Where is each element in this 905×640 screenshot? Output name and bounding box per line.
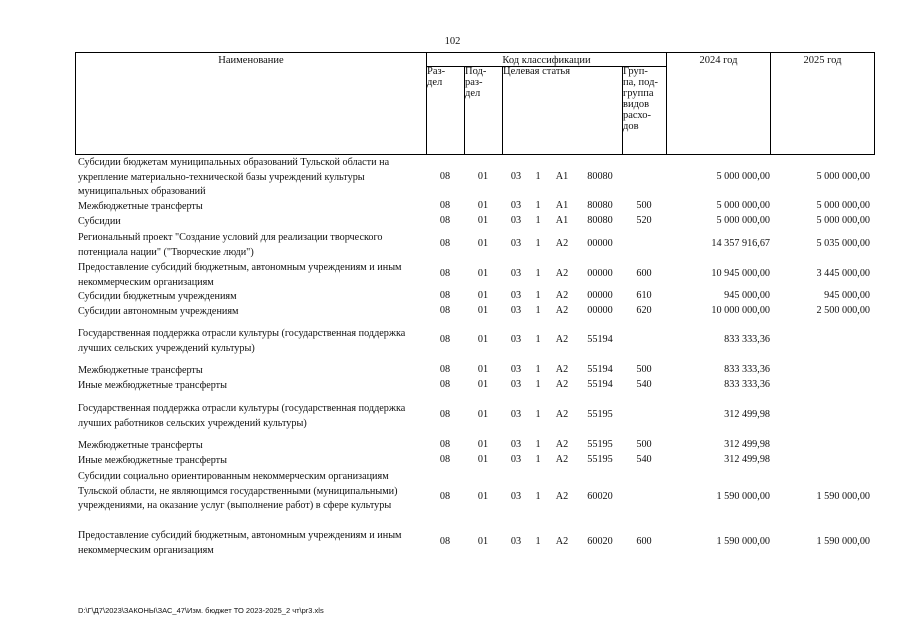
row-podrazdel: 01 [477,290,489,301]
row-razdel: 08 [439,200,451,211]
row-vid: 610 [636,290,652,301]
row-2024: 5 000 000,00 [716,200,770,211]
header-name: Наименование [218,55,284,66]
row-2025: 2 500 000,00 [816,305,870,316]
row-razdel: 08 [439,454,451,465]
row-cs4: 00000 [587,290,613,301]
row-vid: 500 [636,364,652,375]
row-podrazdel: 01 [477,200,489,211]
row-podrazdel: 01 [477,491,489,502]
row-cs3: А1 [555,171,569,182]
row-razdel: 08 [439,268,451,279]
row-cs4: 55194 [587,364,613,375]
row-cs4: 80080 [587,171,613,182]
row-razdel: 08 [439,215,451,226]
row-cs4: 55195 [587,409,613,420]
row-2025: 3 445 000,00 [816,268,870,279]
row-cs4: 00000 [587,268,613,279]
row-podrazdel: 01 [477,409,489,420]
row-cs3: А2 [555,491,569,502]
row-razdel: 08 [439,491,451,502]
row-cs1: 03 [510,200,522,211]
row-razdel: 08 [439,439,451,450]
header-2025: 2025 год [803,55,842,66]
row-2024: 833 333,36 [724,364,770,375]
row-cs3: А2 [555,305,569,316]
row-name: Субсидии социально ориентированным некоммерческим организациям Тульской области, не являющимся государственными (муниципальными) учреждениями, на оказание услуг (выполнение работ) в сфере культуры [78,471,398,511]
row-cs4: 55195 [587,454,613,465]
row-cs4: 55195 [587,439,613,450]
row-2024: 312 499,98 [724,409,770,420]
row-name: Иные межбюджетные трансферты [78,380,227,391]
row-cs4: 60020 [587,536,613,547]
row-cs4: 60020 [587,491,613,502]
row-2024: 1 590 000,00 [716,491,770,502]
row-name: Межбюджетные трансферты [78,201,203,212]
row-vid: 500 [636,439,652,450]
row-name: Предоставление субсидий бюджетным, автономным учреждениям и иным некоммерческим организациям [78,530,402,556]
row-2024: 10 000 000,00 [711,305,770,316]
row-vid: 500 [636,200,652,211]
header-target-article: Целевая статья [503,66,571,77]
header-code: Код классификации [502,55,591,66]
row-podrazdel: 01 [477,364,489,375]
row-cs1: 03 [510,268,522,279]
row-cs3: А2 [555,364,569,375]
row-podrazdel: 01 [477,536,489,547]
row-2024: 833 333,36 [724,379,770,390]
row-podrazdel: 01 [477,238,489,249]
row-cs1: 03 [510,305,522,316]
row-razdel: 08 [439,536,451,547]
row-cs2: 1 [535,491,541,502]
row-podrazdel: 01 [477,215,489,226]
row-2024: 1 590 000,00 [716,536,770,547]
row-razdel: 08 [439,364,451,375]
row-cs2: 1 [535,536,541,547]
row-razdel: 08 [439,290,451,301]
row-razdel: 08 [439,379,451,390]
row-vid: 520 [636,215,652,226]
row-cs2: 1 [535,171,541,182]
row-razdel: 08 [439,238,451,249]
row-2024: 833 333,36 [724,334,770,345]
row-2024: 10 945 000,00 [711,268,770,279]
row-2025: 5 000 000,00 [816,200,870,211]
row-cs4: 55194 [587,379,613,390]
row-cs1: 03 [510,290,522,301]
row-cs2: 1 [535,364,541,375]
header-2024: 2024 год [699,55,738,66]
row-cs3: А1 [555,215,569,226]
header-section: Раз- дел [427,66,446,88]
row-razdel: 08 [439,171,451,182]
row-podrazdel: 01 [477,305,489,316]
row-cs2: 1 [535,200,541,211]
row-cs3: А2 [555,409,569,420]
row-vid: 600 [636,536,652,547]
row-cs2: 1 [535,439,541,450]
row-cs3: А2 [555,334,569,345]
header-group: Груп- па, под- группа видов расхо- дов [623,66,658,132]
row-cs2: 1 [535,454,541,465]
row-2024: 312 499,98 [724,454,770,465]
row-podrazdel: 01 [477,268,489,279]
row-2025: 5 035 000,00 [816,238,870,249]
row-cs2: 1 [535,334,541,345]
row-vid: 540 [636,379,652,390]
row-vid: 620 [636,305,652,316]
row-2024: 5 000 000,00 [716,171,770,182]
row-name: Межбюджетные трансферты [78,365,203,376]
row-2024: 14 357 916,67 [711,238,770,249]
row-name: Государственная поддержка отрасли культуры (государственная поддержка лучших сельских учреждений культуры) [78,328,406,354]
row-vid: 540 [636,454,652,465]
row-cs3: А2 [555,290,569,301]
row-2025: 5 000 000,00 [816,215,870,226]
row-cs1: 03 [510,536,522,547]
row-cs1: 03 [510,409,522,420]
row-cs1: 03 [510,215,522,226]
row-cs4: 00000 [587,238,613,249]
row-name: Региональный проект "Создание условий для реализации творческого потенциала нации" ("Творческие люди") [78,232,383,258]
row-cs2: 1 [535,409,541,420]
row-2025: 945 000,00 [824,290,870,301]
row-2024: 312 499,98 [724,439,770,450]
row-name: Межбюджетные трансферты [78,440,203,451]
row-cs2: 1 [535,290,541,301]
row-2025: 5 000 000,00 [816,171,870,182]
row-cs4: 80080 [587,200,613,211]
row-vid: 600 [636,268,652,279]
row-cs2: 1 [535,238,541,249]
row-cs3: А2 [555,439,569,450]
row-cs3: А1 [555,200,569,211]
page-number: 102 [444,36,461,47]
row-cs1: 03 [510,238,522,249]
row-podrazdel: 01 [477,171,489,182]
row-razdel: 08 [439,409,451,420]
row-name: Субсидии автономным учреждениям [78,306,239,317]
row-cs2: 1 [535,379,541,390]
row-cs3: А2 [555,536,569,547]
row-cs1: 03 [510,171,522,182]
row-cs1: 03 [510,439,522,450]
row-cs4: 80080 [587,215,613,226]
row-podrazdel: 01 [477,379,489,390]
row-podrazdel: 01 [477,454,489,465]
row-2025: 1 590 000,00 [816,536,870,547]
row-razdel: 08 [439,334,451,345]
row-cs3: А2 [555,268,569,279]
row-podrazdel: 01 [477,439,489,450]
row-cs3: А2 [555,454,569,465]
row-2024: 945 000,00 [724,290,770,301]
row-cs2: 1 [535,305,541,316]
file-path-footer: D:\Г\Д7\2023\ЗАКОНЫ\ЗАС_47\Изм. бюджет ТО 2023-2025_2 чт\pr3.xls [78,606,324,615]
row-name: Субсидии бюджетам муниципальных образований Тульской области на укрепление материально-технической базы учреждений культуры муниципальных образований [78,157,390,197]
row-2024: 5 000 000,00 [716,215,770,226]
row-cs1: 03 [510,334,522,345]
row-name: Субсидии [78,216,121,227]
row-cs1: 03 [510,491,522,502]
row-podrazdel: 01 [477,334,489,345]
row-razdel: 08 [439,305,451,316]
row-cs3: А2 [555,238,569,249]
row-name: Государственная поддержка отрасли культуры (государственная поддержка лучших работников сельских учреждений культуры) [78,403,406,429]
row-cs2: 1 [535,268,541,279]
row-name: Иные межбюджетные трансферты [78,455,227,466]
row-cs1: 03 [510,379,522,390]
row-name: Предоставление субсидий бюджетным, автономным учреждениям и иным некоммерческим организациям [78,262,402,288]
row-2025: 1 590 000,00 [816,491,870,502]
header-subsection: Под- раз- дел [465,66,487,99]
row-name: Субсидии бюджетным учреждениям [78,291,237,302]
row-cs4: 55194 [587,334,613,345]
row-cs3: А2 [555,379,569,390]
row-cs1: 03 [510,364,522,375]
row-cs1: 03 [510,454,522,465]
row-cs4: 00000 [587,305,613,316]
row-cs2: 1 [535,215,541,226]
